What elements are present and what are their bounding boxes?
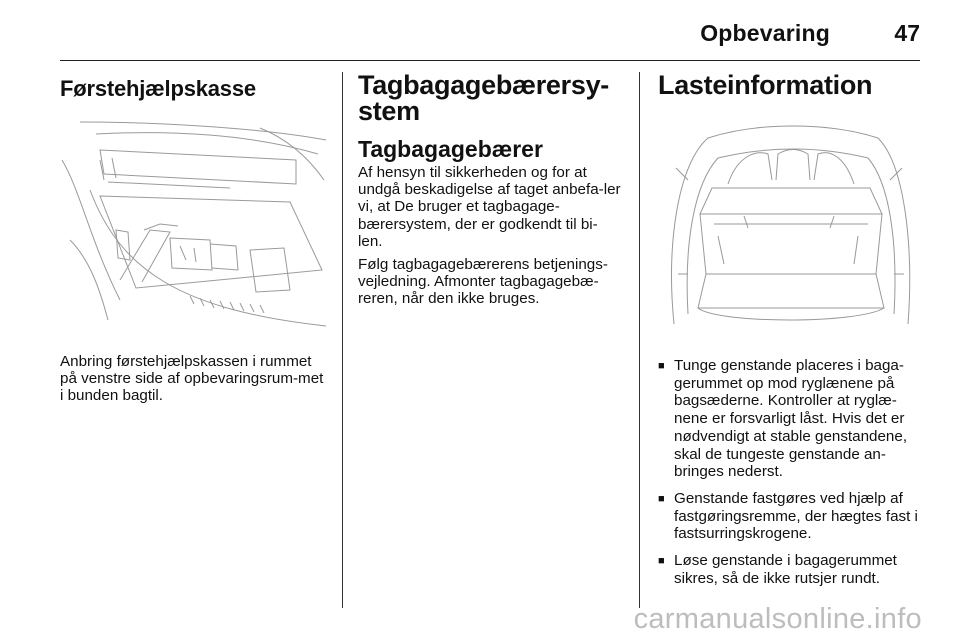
- page-number: 47: [894, 20, 920, 46]
- bullet-icon: ■: [658, 555, 665, 568]
- roof-rack-section: [358, 72, 622, 314]
- loading-info-heading: Lasteinformation: [658, 70, 873, 100]
- bullet-icon: ■: [658, 492, 665, 505]
- list-item: [658, 357, 920, 481]
- first-aid-text: Anbring førstehjælpskassen i rummet på venstre side af opbevaringsrum-met i bunden bagtil.: [60, 353, 324, 405]
- section-title: Opbevaring: [700, 20, 830, 46]
- first-aid-section: [60, 72, 328, 411]
- first-aid-heading: Førstehjælpskasse: [60, 76, 256, 101]
- column-divider: [639, 72, 640, 608]
- trunk-storage-illustration: [60, 120, 328, 339]
- cargo-area-icon: [658, 124, 920, 334]
- trunk-storage-icon: [60, 120, 328, 334]
- bullet-icon: ■: [658, 360, 665, 372]
- cargo-area-illustration: [658, 124, 920, 339]
- roof-rack-paragraph-2: Følg tagbagagebærerens betjenings-vejledning. Afmonter tagbagagebæ-reren, når den ikke bruges.: [358, 256, 608, 308]
- list-item: [658, 490, 920, 543]
- roof-rack-heading: Tagbagagebærersy-stem: [358, 70, 609, 126]
- list-item: [658, 552, 920, 587]
- roof-rack-subheading: Tagbagagebærer: [358, 136, 543, 162]
- list-item-text: Genstande fastgøres ved hjælp af fastgøringsremme, der hægtes fast i fastsurringskrogene.: [674, 489, 918, 543]
- roof-rack-paragraph-1: Af hensyn til sikkerheden og for at undgå beskadigelse af taget anbefa-ler vi, at De bruger et tagbagage-bærersystem, der er godkendt til bi-len.: [358, 164, 621, 250]
- list-item-text: Løse genstande i bagagerummet sikres, så de ikke rutsjer rundt.: [674, 552, 897, 587]
- column-divider: [342, 72, 343, 608]
- loading-info-section: [658, 72, 920, 596]
- watermark: carmanualsonline.info: [633, 603, 922, 635]
- loading-info-list: [658, 357, 920, 587]
- list-item-text: Tunge genstande placeres i baga-gerummet op mod ryglænene på bagsæderne. Kontroller at ryglæ-nene er forsvarligt låst. Hvis det er nødvendigt at stable genstandene, skal de tungeste genstande an-bringes nederst.: [674, 357, 908, 481]
- page-header: [60, 0, 920, 61]
